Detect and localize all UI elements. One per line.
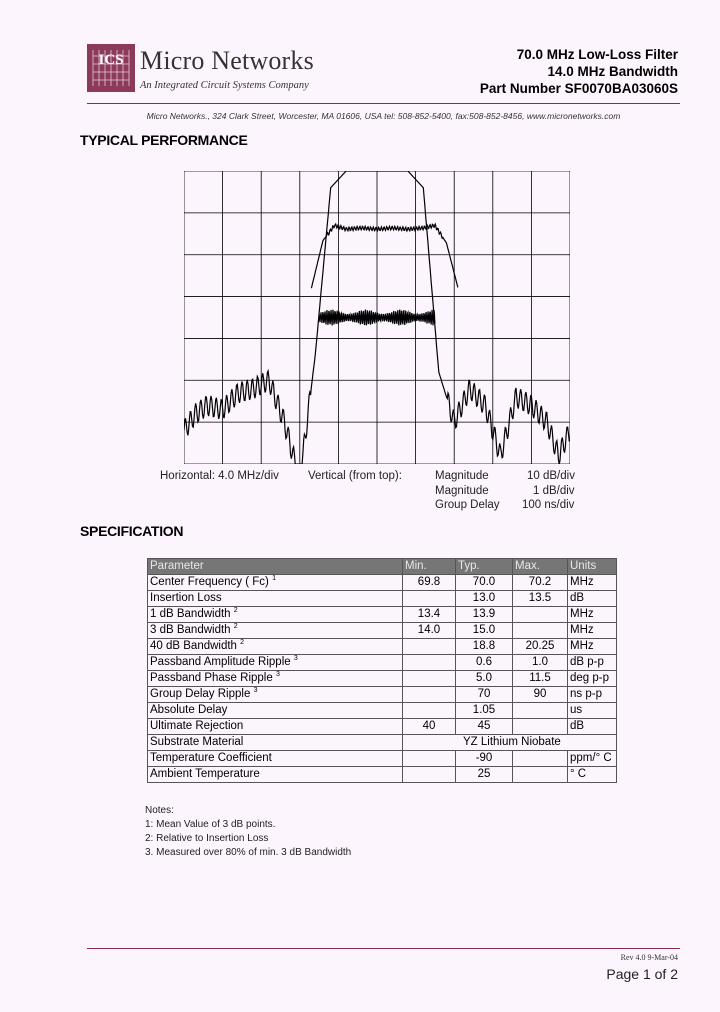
table-row (148, 767, 617, 783)
unit-cell: MHz (568, 623, 617, 639)
max-cell (513, 719, 568, 735)
unit-cell: MHz (568, 575, 617, 591)
legend-trace-scale: 1 dB/div (533, 485, 575, 497)
typ-cell: 0.6 (456, 655, 513, 671)
max-cell: 20.25 (513, 639, 568, 655)
table-row (148, 607, 617, 623)
footnote-ref: 3 (253, 687, 258, 694)
footnote-ref: 1 (272, 575, 276, 582)
param-label: Insertion Loss (150, 592, 222, 604)
notes-title: Notes: (145, 805, 174, 816)
min-cell: 13.4 (403, 607, 456, 623)
typ-cell: 25 (456, 767, 513, 783)
min-cell (403, 767, 456, 783)
table-row (148, 703, 617, 719)
param-cell (148, 591, 403, 607)
min-cell: 40 (403, 719, 456, 735)
column-header: Units (568, 559, 617, 575)
table-row (148, 751, 617, 767)
param-label: Group Delay Ripple (150, 688, 251, 700)
min-cell (403, 639, 456, 655)
footnote-ref: 3 (275, 671, 280, 678)
param-cell: Ambient Temperature (148, 767, 403, 783)
note-item: 1: Mean Value of 3 dB points. (145, 819, 276, 830)
max-cell: 11.5 (513, 671, 568, 687)
table-row (148, 591, 617, 607)
revision-label: Rev 4.0 9-Mar-04 (620, 953, 678, 962)
param-cell (148, 639, 403, 655)
title-bandwidth: 14.0 MHz Bandwidth (547, 64, 678, 79)
param-label: Passband Amplitude Ripple (150, 656, 291, 668)
min-cell: 14.0 (403, 623, 456, 639)
footnote-ref: 2 (233, 623, 238, 630)
min-cell (403, 671, 456, 687)
param-label: Absolute Delay (150, 704, 228, 716)
legend-trace-scale: 10 dB/div (527, 470, 575, 482)
unit-cell: dB (568, 719, 617, 735)
company-logo (87, 44, 135, 92)
horizontal-scale-label: Horizontal: 4.0 MHz/div (160, 470, 279, 482)
min-cell (403, 687, 456, 703)
min-cell (403, 655, 456, 671)
unit-cell: MHz (568, 607, 617, 623)
typ-cell: 15.0 (456, 623, 513, 639)
footnote-ref: 2 (240, 639, 245, 646)
company-address: Micro Networks., 324 Clark Street, Worcester, MA 01606, USA tel: 508-852-5400, fax:508-852-8456, www.micronetworks.com (146, 111, 621, 121)
max-cell: 70.2 (513, 575, 568, 591)
unit-cell: ppm/° C (568, 751, 617, 767)
magnitude-1db-trace (311, 224, 458, 288)
param-label: Center Frequency ( Fc) (150, 576, 269, 588)
param-label: 1 dB Bandwidth (150, 608, 231, 620)
column-header: Max. (513, 559, 568, 575)
max-cell: 1.0 (513, 655, 568, 671)
param-cell (148, 575, 403, 591)
note-item: 3. Measured over 80% of min. 3 dB Bandwidth (145, 847, 352, 858)
param-label: 40 dB Bandwidth (150, 640, 237, 652)
table-row (148, 623, 617, 639)
table-row (148, 687, 617, 703)
table-row (148, 639, 617, 655)
value-cell: YZ Lithium Niobate (403, 735, 617, 751)
param-cell: Temperature Coefficient (148, 751, 403, 767)
param-cell (148, 671, 403, 687)
max-cell: 90 (513, 687, 568, 703)
page-number: Page 1 of 2 (606, 966, 678, 982)
notes-block (145, 804, 351, 860)
unit-cell: deg p-p (568, 671, 617, 687)
param-label: Passband Phase Ripple (150, 672, 273, 684)
specification-table (147, 558, 617, 783)
table-header-row (148, 559, 617, 575)
unit-cell: dB (568, 591, 617, 607)
min-cell (403, 751, 456, 767)
footnote-ref: 2 (233, 607, 238, 614)
typ-cell: 45 (456, 719, 513, 735)
param-label: Ultimate Rejection (150, 720, 244, 732)
column-header: Min. (403, 559, 456, 575)
param-cell (148, 687, 403, 703)
typ-cell: 13.0 (456, 591, 513, 607)
brand-name: Micro Networks (140, 46, 314, 75)
table-row (148, 719, 617, 735)
param-cell (148, 607, 403, 623)
min-cell: 69.8 (403, 575, 456, 591)
document-title (480, 46, 678, 97)
section-title-specification: SPECIFICATION (80, 523, 184, 539)
max-cell (513, 607, 568, 623)
brand-subtitle: An Integrated Circuit Systems Company (140, 80, 309, 91)
legend-trace-name: Magnitude (435, 485, 489, 497)
column-header: Parameter (148, 559, 403, 575)
typ-cell: 1.05 (456, 703, 513, 719)
performance-chart (184, 171, 570, 464)
typ-cell: 70 (456, 687, 513, 703)
typ-cell: -90 (456, 751, 513, 767)
param-label: 3 dB Bandwidth (150, 624, 231, 636)
table-row (148, 655, 617, 671)
min-cell (403, 703, 456, 719)
typ-cell: 70.0 (456, 575, 513, 591)
legend-trace-name: Magnitude (435, 470, 489, 482)
min-cell (403, 591, 456, 607)
max-cell (513, 751, 568, 767)
param-cell (148, 655, 403, 671)
note-item: 2: Relative to Insertion Loss (145, 833, 269, 844)
table-row (148, 735, 617, 751)
title-part-number: Part Number SF0070BA03060S (479, 81, 678, 96)
header-divider (87, 103, 680, 104)
typ-cell: 13.9 (456, 607, 513, 623)
logo-text: ICS (98, 52, 124, 68)
footer-divider (87, 948, 680, 949)
unit-cell: ns p-p (568, 687, 617, 703)
param-cell (148, 623, 403, 639)
unit-cell: us (568, 703, 617, 719)
legend-trace-scale: 100 ns/div (522, 499, 575, 511)
column-header: Typ. (456, 559, 513, 575)
max-cell (513, 703, 568, 719)
unit-cell: MHz (568, 639, 617, 655)
unit-cell: dB p-p (568, 655, 617, 671)
table-row (148, 575, 617, 591)
max-cell (513, 623, 568, 639)
legend-trace-name: Group Delay (435, 499, 500, 511)
max-cell (513, 767, 568, 783)
spec-rows (148, 575, 617, 735)
unit-cell: ° C (568, 767, 617, 783)
typ-cell: 18.8 (456, 639, 513, 655)
vertical-scale-label: Vertical (from top): (308, 470, 402, 482)
table-row (148, 671, 617, 687)
max-cell: 13.5 (513, 591, 568, 607)
typ-cell: 5.0 (456, 671, 513, 687)
title-frequency: 70.0 MHz Low-Loss Filter (516, 47, 678, 62)
param-cell (148, 703, 403, 719)
param-cell: Substrate Material (148, 735, 403, 751)
section-title-performance: TYPICAL PERFORMANCE (80, 132, 248, 148)
param-cell (148, 719, 403, 735)
footnote-ref: 3 (293, 655, 298, 662)
